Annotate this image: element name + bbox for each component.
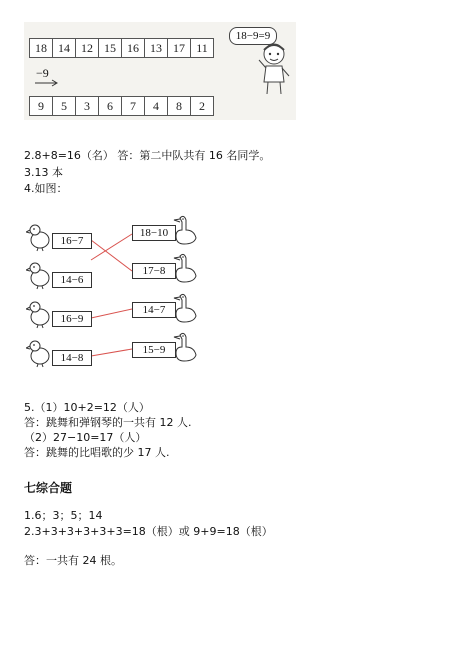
section-heading: 七综合题 <box>24 481 73 495</box>
answer-q4: 4.如图： <box>24 182 68 195</box>
bird-icon <box>26 299 52 329</box>
right-expression-box: 17−8 <box>132 263 176 279</box>
number-cell: 2 <box>199 98 205 113</box>
speech-bubble: 18−9=9 <box>229 27 277 45</box>
number-cell: 15 <box>99 39 122 57</box>
number-cell: 4 <box>145 97 168 115</box>
number-cell: 9 <box>30 97 53 115</box>
number-cell: 5 <box>53 97 76 115</box>
right-expression-box: 15−9 <box>132 342 176 358</box>
number-cell: 18 <box>30 39 53 57</box>
number-cell: 12 <box>76 39 99 57</box>
section7-answer-2: 2.3+3+3+3+3+3=18（根）或 9+9=18（根） <box>24 525 273 538</box>
left-expression-box: 14−6 <box>52 272 92 288</box>
right-expression-box: 18−10 <box>132 225 176 241</box>
right-expression-box: 14−7 <box>132 302 176 318</box>
number-cell: 3 <box>76 97 99 115</box>
number-cell: 17 <box>168 39 191 57</box>
number-cell: 7 <box>122 97 145 115</box>
answer-q3: 3.13 本 <box>24 166 63 179</box>
answer-q5-part2-conclusion: 答：跳舞的比唱歌的少 17 人. <box>24 446 170 459</box>
match-line <box>91 349 132 356</box>
bird-icon <box>26 260 52 290</box>
section7-answer-1: 1.6；3；5；14 <box>24 509 103 522</box>
number-cell: 13 <box>145 39 168 57</box>
bird-icon <box>26 338 52 368</box>
answer-q2: 2.8+8=16（名） 答：第二中队共有 16 名同学。 <box>24 149 271 162</box>
number-cell: 11 <box>196 40 208 55</box>
match-line <box>91 240 132 271</box>
left-expression-box: 14−8 <box>52 350 92 366</box>
left-expression-box: 16−9 <box>52 311 92 327</box>
left-expression-box: 16−7 <box>52 233 92 249</box>
number-cell: 8 <box>168 97 191 115</box>
bird-icon <box>26 222 52 252</box>
number-cell: 6 <box>99 97 122 115</box>
answer-q5-part1: 5.（1）10+2=12（人） <box>24 401 150 414</box>
operation-label: −9 <box>36 66 49 80</box>
answer-q5-part1-conclusion: 答：跳舞和弹钢琴的一共有 12 人. <box>24 416 192 429</box>
section7-conclusion: 答：一共有 24 根。 <box>24 554 122 567</box>
number-cell: 14 <box>53 39 76 57</box>
match-line <box>91 309 132 318</box>
answer-q5-part2: （2）27−10=17（人） <box>24 431 147 444</box>
number-cell: 16 <box>122 39 145 57</box>
